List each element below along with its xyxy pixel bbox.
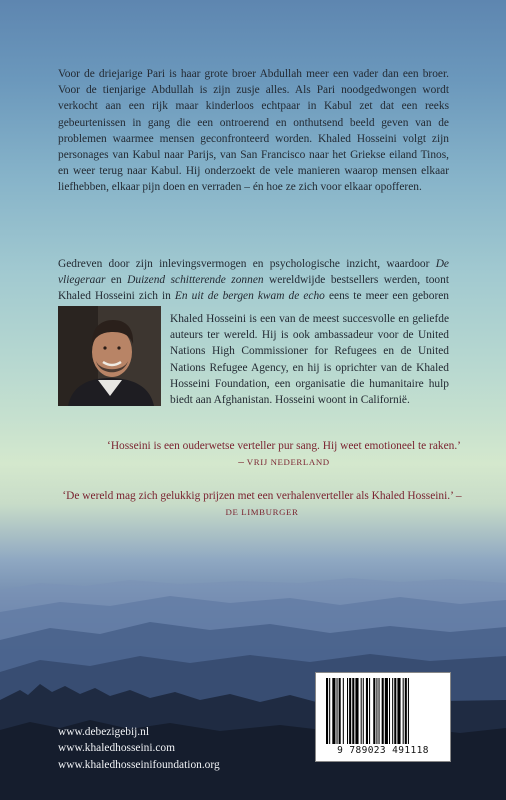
barcode-bars <box>324 678 442 744</box>
isbn-number: 9 789023 491118 <box>337 745 429 756</box>
quote-source: VRIJ NEDERLAND <box>246 457 330 468</box>
review-quote-de-limburger <box>62 488 462 520</box>
quote-source: DE LIMBURGER <box>225 507 299 518</box>
praise-text-start: Gedreven door zijn inlevingsvermogen en psychologische inzicht, waardoor <box>58 258 436 270</box>
quote-text: ‘Hosseini is een ouderwetse verteller pur sang. Hij weet emotioneel te raken.’ – <box>107 440 461 469</box>
title-duizend-zonnen: Duizend schitterende zonnen <box>127 274 264 287</box>
author-bio: Khaled Hosseini is een van de meest succesvolle en geliefde auteurs ter wereld. Hij is ook ambassadeur voor de United Nations High Commissioner for Refugees en de United Nations Refugee Agency, en hij is oprichter van de Khaled Hosseini Foundation, een organisatie die humanitaire hulp biedt aan Afghanistan. Hosseini woont in Californië. <box>170 313 449 407</box>
praise-text-end: eens te meer een geboren <box>328 290 449 303</box>
url-debezigebij[interactable]: www.debezigebij.nl <box>58 726 149 738</box>
synopsis-paragraph: Voor de driejarige Pari is haar grote broer Abdullah meer een vader dan een broer. Voor de tienjarige Abdullah is zijn zusje alles. Als Pari noodgedwongen wordt verkocht aan een rijk maar kinderloos echtpaar in Kabul zet dat een reeks gebeurtenissen in gang die een ontroerend en onthutsend beeld geven van de problemen waarmee mensen geconfronteerd worden. Khaled Hosseini volgt zijn personages van Kabul naar Parijs, van San Francisco naar het Griekse eiland Tinos, en weer terug naar Kabul. Hij onderzoekt de vele manieren waarop mensen elkaar liefhebben, elkaar pijn doen en verraden – én hoe ze zich voor elkaar opofferen. <box>58 68 449 194</box>
url-khaledhosseini[interactable]: www.khaledhosseini.com <box>58 742 175 755</box>
title-de-vliegeraar: De vliegeraar <box>58 258 449 287</box>
website-links <box>58 724 220 773</box>
review-quote-vrij-nederland <box>104 438 464 470</box>
praise-text-mid: wereldwijde bestsellers werden, toont Khaled Hosseini zich in <box>58 274 449 303</box>
quote-text: ‘De wereld mag zich gelukkig prijzen met een verhalenverteller als Khaled Hosseini.’ – <box>62 490 462 502</box>
praise-text-and: en <box>105 274 128 287</box>
title-bergen-echo: En uit de bergen kwam de echo <box>174 290 325 303</box>
author-photo <box>58 306 161 406</box>
url-foundation[interactable]: www.khaledhosseinifoundation.org <box>58 758 220 771</box>
isbn-barcode <box>315 672 451 762</box>
